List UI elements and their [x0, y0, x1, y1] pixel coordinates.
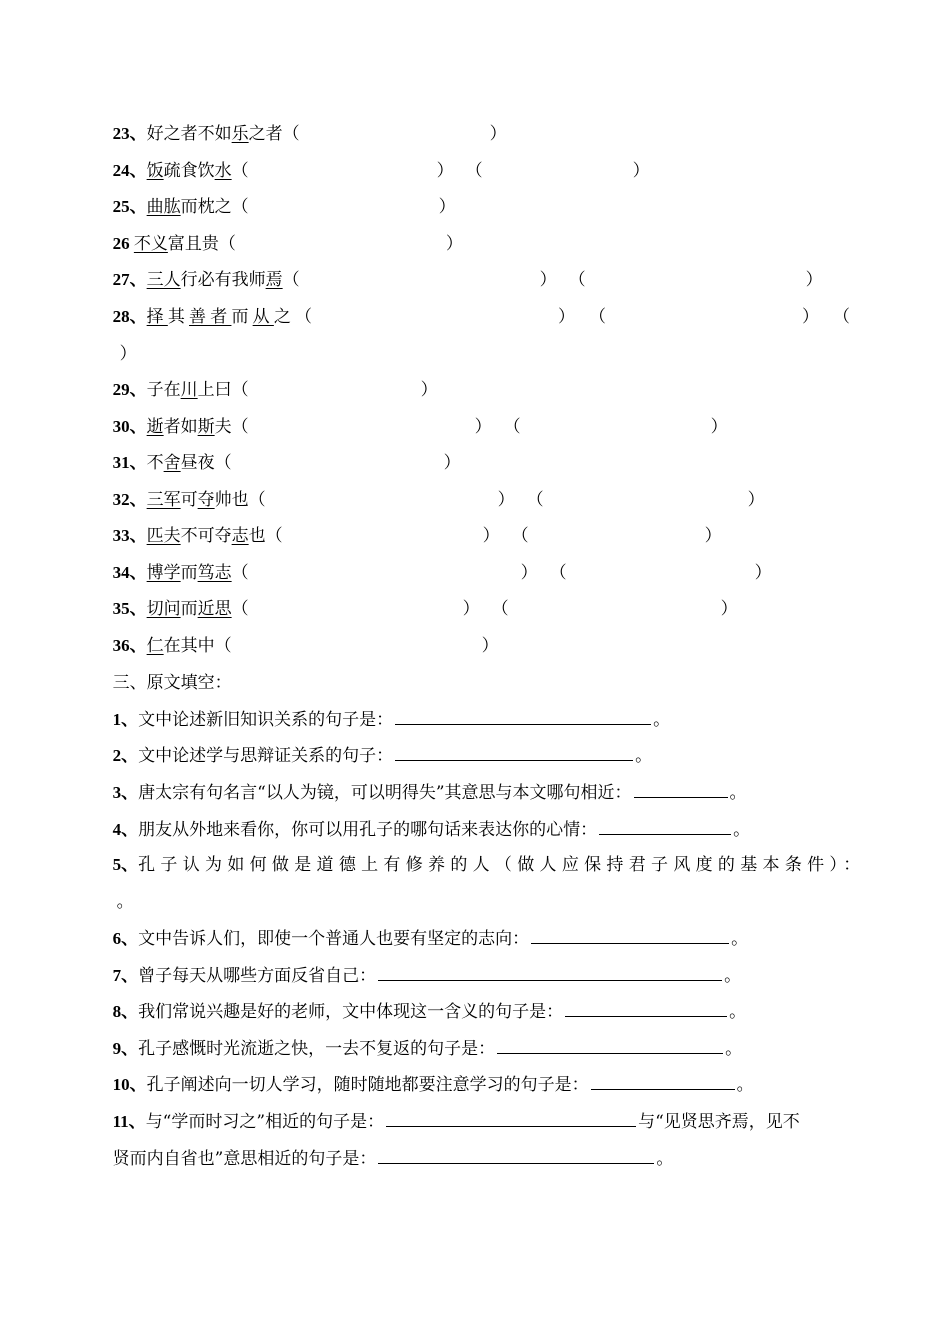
item-number: 23、	[112, 124, 147, 143]
fill-item-5	[91, 832, 866, 898]
paren-close: ）	[462, 599, 480, 619]
item-number: 27、	[112, 270, 147, 289]
period: 。	[116, 892, 134, 912]
text: 其	[167, 307, 190, 327]
paren-open: （	[282, 124, 300, 144]
question-text: 曾子每天从哪些方面反省自己：	[138, 966, 377, 986]
question-text: 唐太宗有句名言“以人为镜，可以明得失”其意思与本文哪句相近：	[138, 783, 632, 803]
paren-open: （	[526, 490, 544, 510]
paren-open: （	[465, 161, 483, 181]
paren-close: ）	[720, 599, 738, 619]
period: 。	[724, 966, 742, 986]
paren-close: ）	[482, 526, 500, 546]
paren-close: ）	[802, 307, 820, 327]
paren-open: （	[218, 234, 236, 254]
item-number: 24、	[112, 161, 147, 180]
item-number: 2、	[112, 746, 139, 765]
paren-close: ）	[632, 161, 650, 181]
paren-open: （	[231, 563, 249, 583]
paren-open: （	[503, 417, 521, 437]
underlined-word: 逝	[146, 417, 164, 437]
text: 上曰	[197, 380, 232, 400]
paren-open: （	[214, 636, 232, 656]
text: 之	[273, 307, 296, 327]
paren-close: ）	[119, 344, 137, 364]
question-text: 文中告诉人们，即使一个普通人也要有坚定的志向：	[138, 929, 530, 949]
paren-open: （	[282, 270, 300, 290]
item-number: 25、	[112, 197, 147, 216]
paren-open: （	[511, 526, 529, 546]
item-number: 28、	[112, 307, 147, 326]
question-text: 孔子阐述向一切人学习，随时随地都要注意学习的句子是：	[146, 1075, 589, 1095]
underlined-word: 笃志	[197, 563, 232, 583]
period: 。	[731, 929, 749, 949]
underlined-word: 川	[180, 380, 198, 400]
underlined-word: 水	[214, 161, 232, 181]
paren-open: （	[231, 380, 249, 400]
paren-close: ）	[710, 417, 728, 437]
paren-close: ）	[805, 270, 823, 290]
text: 帅也	[214, 490, 249, 510]
paren-open: （	[248, 490, 266, 510]
paren-close: ）	[497, 490, 515, 510]
underlined-word: 斯	[197, 417, 215, 437]
paren-close: ）	[489, 124, 507, 144]
item-number: 35、	[112, 599, 147, 618]
underlined-word: 匹夫	[146, 526, 181, 546]
section-title-text: 三、原文填空：	[112, 673, 232, 693]
underlined-word: 夺	[197, 490, 215, 510]
underlined-word: 三人	[146, 270, 181, 290]
period: 。	[656, 1149, 674, 1169]
underlined-word: 仁	[146, 636, 164, 656]
paren-close: ）	[704, 526, 722, 546]
text: 富且贵	[167, 234, 219, 254]
underlined-word: 饭	[146, 161, 164, 181]
paren-open: （	[295, 307, 313, 327]
period: 。	[733, 820, 751, 840]
question-text: 与“见贤思齐焉，见不	[638, 1112, 800, 1132]
period: 。	[653, 710, 671, 730]
text: 而	[231, 307, 253, 327]
item-number: 11、	[112, 1112, 146, 1131]
paren-open: （	[265, 526, 283, 546]
item-number: 29、	[112, 380, 147, 399]
period: 。	[736, 1075, 754, 1095]
paren-close: ）	[420, 380, 438, 400]
underlined-word: 切问	[146, 599, 181, 619]
paren-close: ）	[481, 636, 499, 656]
text: 子在	[146, 380, 181, 400]
question-text: 朋友从外地来看你，你可以用孔子的哪句话来表达你的心情：	[138, 820, 598, 840]
text: 之者	[248, 124, 283, 144]
paren-close: ）	[754, 563, 772, 583]
underlined-word: 乐	[231, 124, 249, 144]
paren-close: ）	[539, 270, 557, 290]
paren-open: （	[833, 307, 851, 327]
item-number: 1、	[112, 710, 139, 729]
paren-close: ）	[445, 234, 463, 254]
item-number: 30、	[112, 417, 147, 436]
period: 。	[635, 746, 653, 766]
item-number: 31、	[112, 453, 147, 472]
item-number: 9、	[112, 1039, 139, 1058]
question-text: 文中论述学与思辩证关系的句子：	[138, 746, 394, 766]
paren-open: （	[231, 197, 249, 217]
question-text: 孔子认为如何做是道德上有修养的人（做人应保持君子风度的基本条件）：	[138, 855, 866, 875]
text: 而	[180, 599, 198, 619]
fill-item-11-continued	[91, 1125, 673, 1192]
item-number: 33、	[112, 526, 147, 545]
text: 昼夜	[180, 453, 215, 473]
text: 行必有我师	[180, 270, 266, 290]
item-number: 26	[112, 234, 134, 253]
period: 。	[729, 783, 747, 803]
item-number: 10、	[112, 1075, 147, 1094]
paren-open: （	[568, 270, 586, 290]
underlined-word: 善者	[189, 307, 232, 327]
item-number: 32、	[112, 490, 147, 509]
item-number: 3、	[112, 783, 139, 802]
underlined-word: 舍	[163, 453, 181, 473]
question-text: 我们常说兴趣是好的老师，文中体现这一含义的句子是：	[138, 1002, 564, 1022]
period: 。	[729, 1002, 747, 1022]
paren-close: ）	[436, 161, 454, 181]
underlined-word: 博学	[146, 563, 181, 583]
item-number: 34、	[112, 563, 147, 582]
underlined-word: 从	[252, 307, 274, 327]
text: 夫	[214, 417, 232, 437]
paren-open: （	[589, 307, 607, 327]
underlined-word: 不义	[133, 234, 168, 254]
answer-blank[interactable]	[378, 1147, 654, 1164]
item-number: 4、	[112, 820, 139, 839]
paren-close: ）	[438, 197, 456, 217]
item-number: 5、	[112, 855, 139, 874]
text: 也	[248, 526, 266, 546]
paren-open: （	[231, 599, 249, 619]
text: 而	[180, 563, 198, 583]
paren-close: ）	[747, 490, 765, 510]
text: 不可夺	[180, 526, 232, 546]
question-text: 孔子感慨时光流逝之快，一去不复返的句子是：	[138, 1039, 496, 1059]
question-text: 与“学而时习之”相近的句子是：	[145, 1112, 385, 1132]
text: 可	[180, 490, 198, 510]
text: 疏食饮	[163, 161, 215, 181]
paren-open: （	[231, 417, 249, 437]
paren-close: ）	[558, 307, 576, 327]
vocab-item-28	[91, 284, 850, 350]
item-number: 6、	[112, 929, 139, 948]
underlined-word: 曲肱	[146, 197, 181, 217]
underlined-word: 择	[146, 307, 168, 327]
text: 而枕之	[180, 197, 232, 217]
paren-close: ）	[474, 417, 492, 437]
paren-open: （	[214, 453, 232, 473]
text: 在其中	[163, 636, 215, 656]
item-number: 36、	[112, 636, 147, 655]
question-text: 贤而内自省也”意思相近的句子是：	[112, 1149, 377, 1169]
text: 好之者不如	[146, 124, 232, 144]
text: 者如	[163, 417, 198, 437]
text: 不	[146, 453, 164, 473]
item-number: 7、	[112, 966, 139, 985]
underlined-word: 焉	[265, 270, 283, 290]
underlined-word: 近思	[197, 599, 232, 619]
underlined-word: 三军	[146, 490, 181, 510]
paren-open: （	[549, 563, 567, 583]
period: 。	[725, 1039, 743, 1059]
paren-open: （	[231, 161, 249, 181]
question-text: 文中论述新旧知识关系的句子是：	[138, 710, 394, 730]
paren-close: ）	[520, 563, 538, 583]
item-number: 8、	[112, 1002, 139, 1021]
underlined-word: 志	[231, 526, 249, 546]
paren-open: （	[491, 599, 509, 619]
paren-close: ）	[443, 453, 461, 473]
